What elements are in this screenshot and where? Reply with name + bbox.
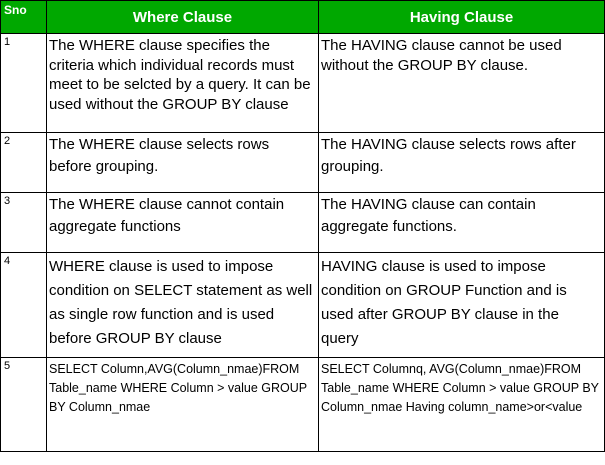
having-cell [319, 193, 605, 253]
where-cell [47, 358, 319, 452]
row-number: 5 [1, 358, 47, 452]
row-number: 2 [1, 133, 47, 193]
table-row [1, 193, 605, 253]
having-cell [319, 133, 605, 193]
where-text: The WHERE clause specifies the criteria which individual records must meet to be selcted by a query. It can be used without the GROUP BY clause [49, 37, 311, 113]
where-cell [47, 253, 319, 358]
table-row [1, 253, 605, 358]
sno-column-header: Sno [1, 1, 47, 34]
where-clause-column-header: Where Clause [47, 1, 319, 34]
where-cell [47, 34, 319, 133]
having-text: The HAVING clause can contain aggregate functions. [321, 196, 536, 235]
having-clause-column-header: Having Clause [319, 1, 605, 34]
where-cell [47, 133, 319, 193]
where-cell [47, 193, 319, 253]
where-text: The WHERE clause cannot contain aggregate functions [49, 196, 285, 235]
row-number: 4 [1, 253, 47, 358]
having-cell [319, 253, 605, 358]
where-text: SELECT Column,AVG(Column_nmae)FROM Table_name WHERE Column > value GROUP BY Column_nmae [49, 362, 307, 414]
row-number: 3 [1, 193, 47, 253]
where-text: The WHERE clause selects rows before grouping. [49, 136, 270, 175]
having-text: The HAVING clause selects rows after grouping. [321, 136, 576, 175]
having-text: HAVING clause is used to impose condition on GROUP Function and is used after GROUP BY clause in the query [321, 258, 567, 347]
where-text: WHERE clause is used to impose condition on SELECT statement as well as single row function and is used before GROUP BY clause [49, 258, 313, 347]
header-row [1, 1, 605, 34]
having-cell [319, 358, 605, 452]
table-row [1, 133, 605, 193]
row-number: 1 [1, 34, 47, 133]
having-text: SELECT Columnq, AVG(Column_nmae)FROM Table_name WHERE Column > value GROUP BY Column_nmae Having column_name>or<value [321, 362, 599, 414]
table-row [1, 34, 605, 133]
table-row [1, 358, 605, 452]
having-cell [319, 34, 605, 133]
having-text: The HAVING clause cannot be used without the GROUP BY clause. [321, 37, 562, 74]
